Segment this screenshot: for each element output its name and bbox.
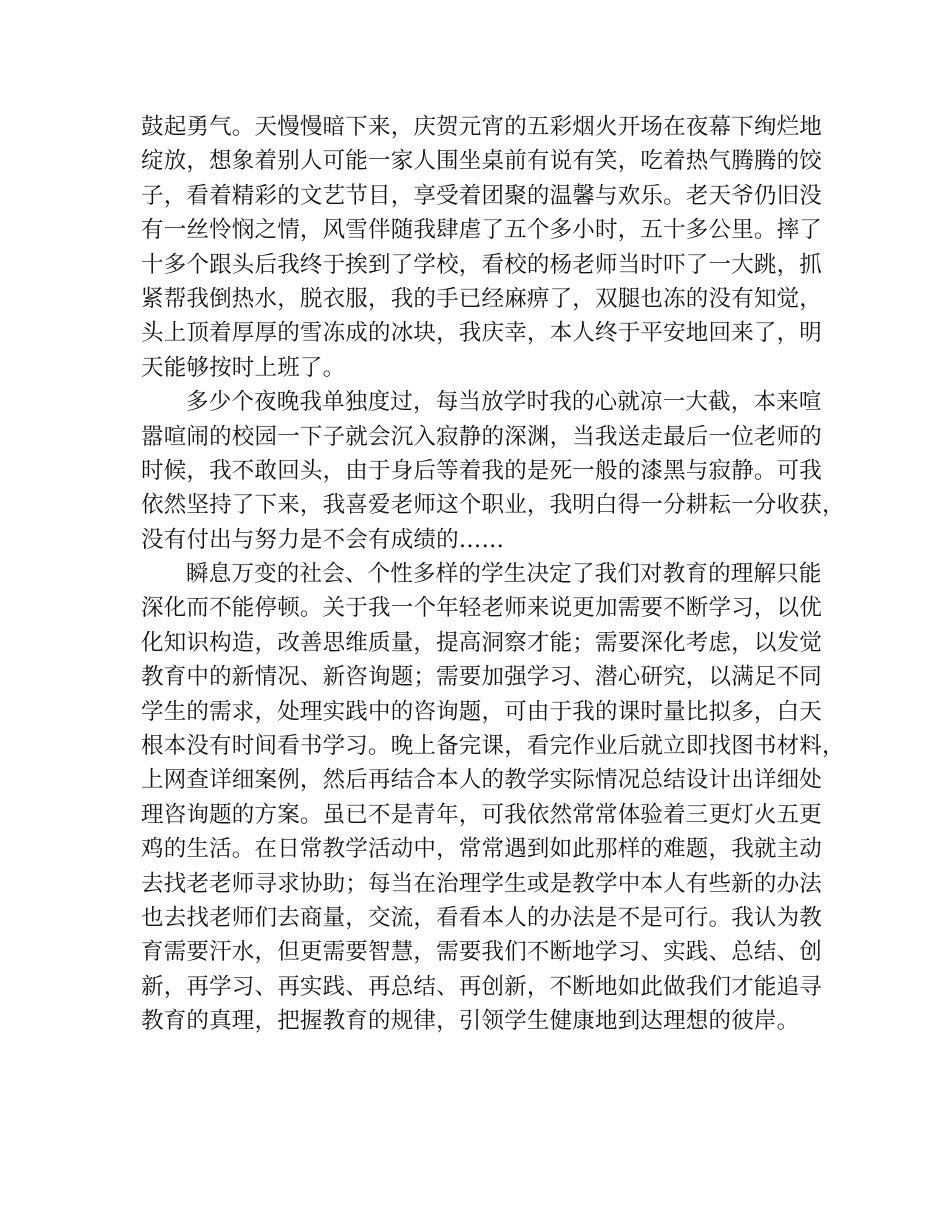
text-line: 绽放，想象着别人可能一家人围坐桌前有说有笑，吃着热气腾腾的饺 [141,148,823,175]
paragraph-2 [141,385,845,557]
text-line: 根本没有时间看书学习。晚上备完课，看完作业后就立即找图书材料， [141,733,845,760]
text-line: 育需要汗水，但更需要智慧，需要我们不断地学习、实践、总结、创 [141,939,823,966]
text-line: 紧帮我倒热水，脱衣服，我的手已经麻痹了，双腿也冻的没有知觉， [141,285,823,312]
text-line: 鸡的生活。在日常教学活动中，常常遇到如此那样的难题，我就主动 [141,836,823,863]
text-line: 上网查详细案例，然后再结合本人的教学实际情况总结设计出详细处 [141,767,823,794]
paragraph-3 [141,557,845,1038]
text-line: 鼓起勇气。天慢慢暗下来，庆贺元宵的五彩烟火开场在夜幕下绚烂地 [141,114,823,140]
text-line: 依然坚持了下来，我喜爱老师这个职业，我明白得一分耕耘一分收获， [141,492,845,519]
text-line: 去找老老师寻求协助；每当在治理学生或是教学中本人有些新的办法 [141,870,823,897]
text-line: 子，看着精彩的文艺节目，享受着团聚的温馨与欢乐。老天爷仍旧没 [141,182,823,209]
text-line: 有一丝怜悯之情，风雪伴随我肆虐了五个多小时，五十多公里。摔了 [141,217,823,244]
text-line: 新，再学习、再实践、再总结、再创新，不断地如此做我们才能追寻 [141,973,823,1000]
text-line: 十多个跟头后我终于挨到了学校，看校的杨老师当时吓了一大跳，抓 [141,251,823,278]
document-body [141,110,845,1039]
text-line-first: 瞬息万变的社会、个性多样的学生决定了我们对教育的理解只能 [186,561,822,588]
text-line: 深化而不能停顿。关于我一个年轻老师来说更加需要不断学习，以优 [141,595,823,622]
text-line: 没有付出与努力是不会有成绩的…… [141,526,505,553]
text-line: 天能够按时上班了。 [141,354,346,381]
text-line: 头上顶着厚厚的雪冻成的冰块，我庆幸，本人终于平安地回来了，明 [141,320,823,347]
text-line: 学生的需求，处理实践中的咨询题，可由于我的课时量比拟多，白天 [141,698,823,725]
text-line: 理咨询题的方案。虽已不是青年，可我依然常常体验着三更灯火五更 [141,801,823,828]
text-line: 化知识构造，改善思维质量，提高洞察才能；需要深化考虑，以发觉 [141,629,823,656]
text-line-first: 多少个夜晚我单独度过，每当放学时我的心就凉一大截，本来喧 [186,389,822,416]
text-line: 教育的真理，把握教育的规律，引领学生健康地到达理想的彼岸。 [141,1008,800,1035]
text-line: 时候，我不敢回头，由于身后等着我的是死一般的漆黑与寂静。可我 [141,457,823,484]
text-line: 嚣喧闹的校园一下子就会沉入寂静的深渊，当我送走最后一位老师的 [141,423,823,450]
paragraph-1 [141,110,821,385]
text-line: 也去找老师们去商量，交流，看看本人的办法是不是可行。我认为教 [141,904,823,931]
text-line: 教育中的新情况、新咨询题；需要加强学习、潜心研究，以满足不同 [141,664,823,691]
